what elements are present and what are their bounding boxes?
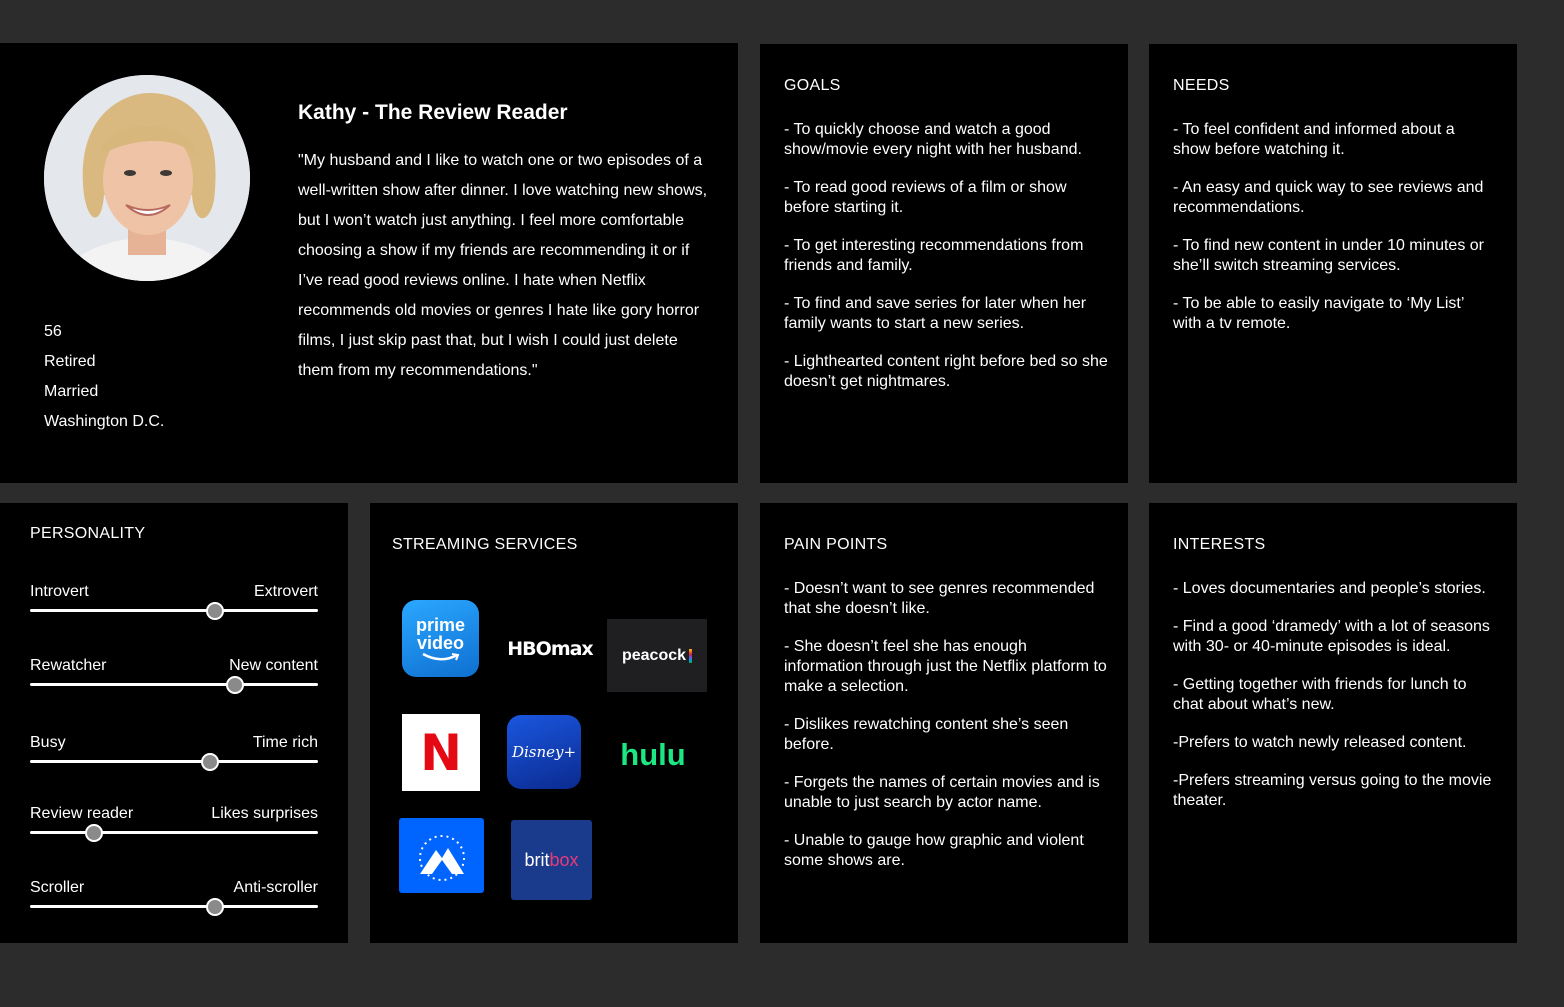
- personality-card: [0, 503, 348, 943]
- interests-list: [1173, 579, 1497, 829]
- streaming-heading: STREAMING SERVICES: [392, 536, 578, 553]
- demographics: [44, 317, 164, 437]
- peacock-dots-icon: [689, 649, 692, 663]
- needs-card: [1149, 44, 1517, 483]
- slider-right-label: Anti-scroller: [233, 879, 318, 896]
- list-item: - Doesn’t want to see genres recommended that she doesn’t like.: [784, 580, 1095, 617]
- slider-knob[interactable]: [201, 753, 219, 771]
- list-item: - To find and save series for later when her family wants to start a new series.: [784, 295, 1087, 332]
- persona-quote: "My husband and I like to watch one or two episodes of a well-written show after dinner. I love watching new shows, but I won’t watch just anything. I feel more comfortable choosing a show if my friends are recommending it or if I’ve read good reviews online. I hate when Netflix recommends old movies or genres I hate like gory horror films, I just skip past that, but I wish I could just delete them from my recommendations.": [298, 152, 708, 379]
- age: 56: [44, 323, 62, 340]
- slider-rewatcher-new-content[interactable]: [30, 657, 318, 697]
- slider-track: [30, 831, 318, 834]
- netflix-logo: N: [402, 714, 480, 791]
- disney-plus-logo: Disney+: [507, 715, 581, 789]
- slider-right-label: Time rich: [252, 734, 318, 751]
- slider-track: [30, 683, 318, 686]
- slider-review-reader-likes-surprises[interactable]: [30, 805, 318, 845]
- pain-points-heading: PAIN POINTS: [784, 536, 888, 553]
- goals-list: [784, 120, 1108, 410]
- slider-track: [30, 760, 318, 763]
- slider-left-label: Scroller: [30, 879, 85, 896]
- needs-list: [1173, 120, 1493, 352]
- list-item: -Prefers streaming versus going to the movie theater.: [1173, 772, 1492, 809]
- occupation: Retired: [44, 353, 96, 370]
- list-item: - An easy and quick way to see reviews and recommendations.: [1173, 179, 1484, 216]
- pain-points-card: [760, 503, 1128, 943]
- interests-heading: INTERESTS: [1173, 536, 1266, 553]
- pain-points-list: [784, 579, 1108, 889]
- profile-card: [0, 43, 738, 483]
- list-item: - Find a good ‘dramedy’ with a lot of seasons with 30- or 40-minute episodes is ideal.: [1173, 618, 1490, 655]
- slider-left-label: Rewatcher: [30, 657, 107, 674]
- list-item: - To feel confident and informed about a show before watching it.: [1173, 121, 1455, 158]
- list-item: - To find new content in under 10 minutes or she’ll switch streaming services.: [1173, 237, 1484, 274]
- slider-knob[interactable]: [226, 676, 244, 694]
- slider-right-label: Likes surprises: [211, 805, 318, 822]
- list-item: - To quickly choose and watch a good show/movie every night with her husband.: [784, 121, 1082, 158]
- paramount-mountain-icon: [412, 830, 472, 882]
- peacock-logo: peacock: [607, 619, 707, 692]
- portrait-image: [44, 75, 250, 281]
- list-item: - Getting together with friends for lunch to chat about what’s new.: [1173, 676, 1467, 713]
- streaming-services-card: [370, 503, 738, 943]
- slider-knob[interactable]: [206, 602, 224, 620]
- location: Washington D.C.: [44, 413, 165, 430]
- list-item: - To be able to easily navigate to ‘My List’ with a tv remote.: [1173, 295, 1464, 332]
- needs-heading: NEEDS: [1173, 77, 1230, 94]
- goals-card: [760, 44, 1128, 483]
- persona-name: Kathy - The Review Reader: [298, 101, 568, 124]
- list-item: - She doesn’t feel she has enough information through just the Netflix platform to make a selection.: [784, 638, 1107, 695]
- list-item: - Dislikes rewatching content she’s seen before.: [784, 716, 1069, 753]
- list-item: - To read good reviews of a film or show before starting it.: [784, 179, 1067, 216]
- interests-card: [1149, 503, 1517, 943]
- slider-introvert-extrovert[interactable]: [30, 583, 318, 623]
- hbo-max-logo: HBOmax: [507, 638, 593, 660]
- slider-busy-time-rich[interactable]: [30, 734, 318, 774]
- list-item: -Prefers to watch newly released content.: [1173, 734, 1467, 751]
- prime-video-logo: prime video: [402, 600, 479, 677]
- slider-knob[interactable]: [85, 824, 103, 842]
- slider-left-label: Review reader: [30, 805, 134, 822]
- slider-left-label: Introvert: [30, 583, 89, 600]
- slider-track: [30, 609, 318, 612]
- paramount-plus-logo: [399, 818, 484, 893]
- goals-heading: GOALS: [784, 77, 841, 94]
- personality-heading: PERSONALITY: [30, 525, 146, 542]
- slider-track: [30, 905, 318, 908]
- slider-scroller-anti-scroller[interactable]: [30, 879, 318, 919]
- hulu-logo: hulu: [620, 737, 686, 772]
- list-item: - Forgets the names of certain movies and is unable to just search by actor name.: [784, 774, 1100, 811]
- avatar: [44, 75, 250, 281]
- marital-status: Married: [44, 383, 99, 400]
- slider-right-label: Extrovert: [253, 583, 318, 600]
- slider-right-label: New content: [229, 657, 318, 674]
- slider-knob[interactable]: [206, 898, 224, 916]
- list-item: - Lighthearted content right before bed so she doesn’t get nightmares.: [784, 353, 1108, 390]
- britbox-logo: brit box: [511, 820, 592, 900]
- slider-left-label: Busy: [30, 734, 66, 751]
- list-item: - Unable to gauge how graphic and violent some shows are.: [784, 832, 1084, 869]
- list-item: - To get interesting recommendations from friends and family.: [784, 237, 1084, 274]
- amazon-smile-icon: [421, 652, 461, 662]
- list-item: - Loves documentaries and people’s stories.: [1173, 580, 1486, 597]
